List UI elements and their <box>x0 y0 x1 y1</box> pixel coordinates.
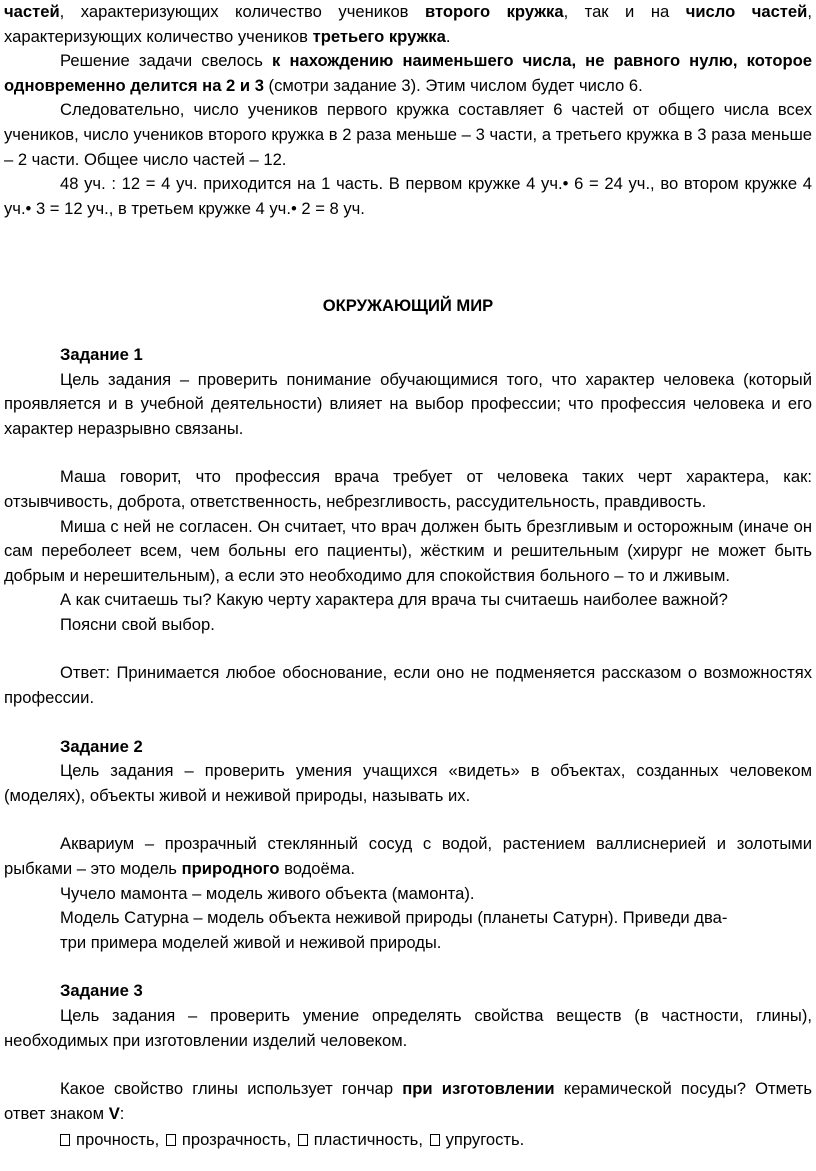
text: керамической посуды? Отметь ответ знаком <box>4 1079 812 1123</box>
text: Какое свойство глины использует гончар <box>60 1079 403 1099</box>
option-label: пластичность, <box>313 1130 423 1150</box>
option-label: прочность, <box>76 1130 160 1150</box>
text: . <box>445 26 451 46</box>
task2-goal: Цель задания – проверить умения учащихся «видеть» в объектах, созданных человеком (моделях), объекты живой и неживой природы, называть их. <box>4 761 812 805</box>
option-transparency[interactable] <box>166 1130 291 1149</box>
option-strength[interactable] <box>60 1130 159 1149</box>
text: (смотри задание 3). Этим числом будет число 6. <box>263 75 643 95</box>
bold-text: второго кружка <box>424 2 564 21</box>
text: , характеризующих количество учеников <box>59 2 425 21</box>
text: водоёма. <box>279 859 356 879</box>
paragraph <box>4 0 812 49</box>
task1-question: Поясни свой выбор. <box>60 614 215 634</box>
option-label: упругость. <box>445 1130 525 1150</box>
checkbox-icon[interactable] <box>60 1134 70 1146</box>
text: Решение задачи свелось <box>60 51 273 71</box>
text: : <box>119 1103 125 1123</box>
document-page <box>4 0 812 1153</box>
task1-question: А как считаешь ты? Какую черту характера для врача ты считаешь наиболее важной? <box>60 590 728 610</box>
bold-text: частей <box>4 2 60 21</box>
text: , так и на <box>563 2 686 21</box>
task3-heading: Задание 3 <box>60 981 143 1001</box>
checkbox-icon[interactable] <box>430 1134 440 1146</box>
task3-question <box>4 1077 812 1126</box>
bold-text: V <box>108 1103 120 1123</box>
task2-paragraph: Модель Сатурна – модель объекта неживой природы (планеты Сатурн). Приведи два-три примера моделей живой и неживой природы. <box>60 908 728 952</box>
option-label: прозрачность, <box>181 1130 292 1150</box>
task2-paragraph <box>4 832 812 881</box>
checkbox-icon[interactable] <box>298 1134 308 1146</box>
paragraph: 48 уч. : 12 = 4 уч. приходится на 1 часть. В первом кружке 4 уч.• 6 = 24 уч., во втором кружке 4 уч.• 3 = 12 уч., в третьем кружке 4 уч.• 2 = 8 уч. <box>4 174 812 218</box>
task2-heading: Задание 2 <box>60 736 143 756</box>
task1-goal: Цель задания – проверить понимание обучающимися того, что характер человека (который проявляется и в учебной деятельности) влияет на выбор профессии; что профессия человека и его характер неразрывно связаны. <box>4 369 812 438</box>
text: , характеризующих количество учеников <box>4 2 812 46</box>
task1-paragraph: Миша с ней не согласен. Он считает, что врач должен быть брезгливым и осторожным (иначе он сам переболеет всем, чем больны его пациенты), жёстким и решительным (хирург не может быть добрым и нерешительным), а если это необходимо для спокойствия больного – то и лживым. <box>4 516 812 585</box>
option-plasticity[interactable] <box>298 1130 423 1149</box>
option-elasticity[interactable] <box>430 1130 525 1149</box>
bold-text: к нахождению наименьшего числа, не равного нулю, которое одновременно делится на 2 и 3 <box>4 51 812 95</box>
bold-text: при изготовлении <box>402 1079 555 1099</box>
text: Аквариум – прозрачный стеклянный сосуд с водой, растением валлиснерией и золотыми рыбками – это модель <box>4 834 812 879</box>
bold-text: третьего кружка <box>312 26 446 46</box>
task1-heading: Задание 1 <box>60 344 143 364</box>
paragraph: Следовательно, число учеников первого кружка составляет 6 частей от общего числа всех учеников, число учеников второго кружка в 2 раза меньше – 3 части, а третьего кружка в 3 раза меньше – 2 части. Общее число частей – 12. <box>4 100 812 169</box>
task1-answer: Ответ: Принимается любое обоснование, если оно не подменяется рассказом о возможностях профессии. <box>4 663 812 708</box>
section-title: ОКРУЖАЮЩИЙ МИР <box>322 296 494 316</box>
checkbox-icon[interactable] <box>166 1134 176 1146</box>
bold-text: природного <box>181 859 280 879</box>
task1-paragraph: Маша говорит, что профессия врача требует от человека таких черт характера, как: отзывчивость, доброта, ответственность, небрезгливость, рассудительность, правдивость. <box>4 467 812 511</box>
paragraph <box>4 49 812 98</box>
task3-goal: Цель задания – проверить умение определять свойства веществ (в частности, глины), необходимых при изготовлении изделий человеком. <box>4 1006 812 1050</box>
bold-text: число частей <box>685 2 808 21</box>
task2-paragraph: Чучело мамонта – модель живого объекта (мамонта). <box>60 883 475 903</box>
task3-options <box>4 1128 812 1153</box>
